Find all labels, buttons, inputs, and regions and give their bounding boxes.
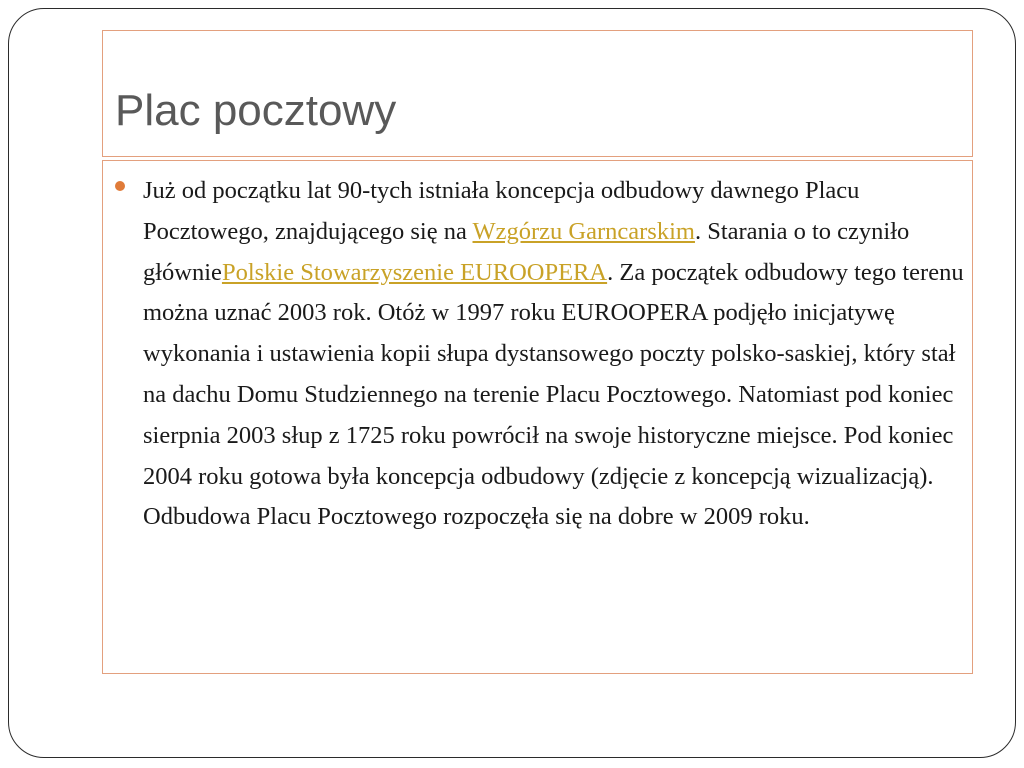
link-euroopera[interactable]: Polskie Stowarzyszenie EUROOPERA <box>221 258 608 286</box>
bullet-icon <box>115 181 125 191</box>
slide-title: Plac pocztowy <box>115 86 397 135</box>
paragraph-text-2: . Starania o to czyniło głównie <box>143 217 910 286</box>
content-placeholder <box>102 160 973 674</box>
paragraph-text-3: . Za początek odbudowy tego terenu można uznać 2003 rok. Otóż w 1997 roku EUROOPERA podjęło inicjatywę wykonania i ustawienia kopii słupa dystansowego poczty polsko-saskiej, który stał na dachu Domu Studziennego na terenie Placu Pocztowego. Natomiast pod koniec sierpnia 2003 słup z 1725 roku powrócił na swoje historyczne miejsce. Pod koniec 2004 roku gotowa była koncepcja odbudowy (zdjęcie z koncepcją wizualizacją). Odbudowa Placu Pocztowego rozpoczęła się na dobre w 2009 roku. <box>143 258 964 531</box>
link-wzgorze-garncarskie[interactable]: Wzgórzu Garncarskim <box>472 217 695 245</box>
title-placeholder <box>102 30 973 157</box>
body-paragraph <box>143 171 965 538</box>
paragraph-text-1: Już od początku lat 90-tych istniała koncepcja odbudowy dawnego Placu Pocztowego, znajdującego się na <box>143 177 860 245</box>
